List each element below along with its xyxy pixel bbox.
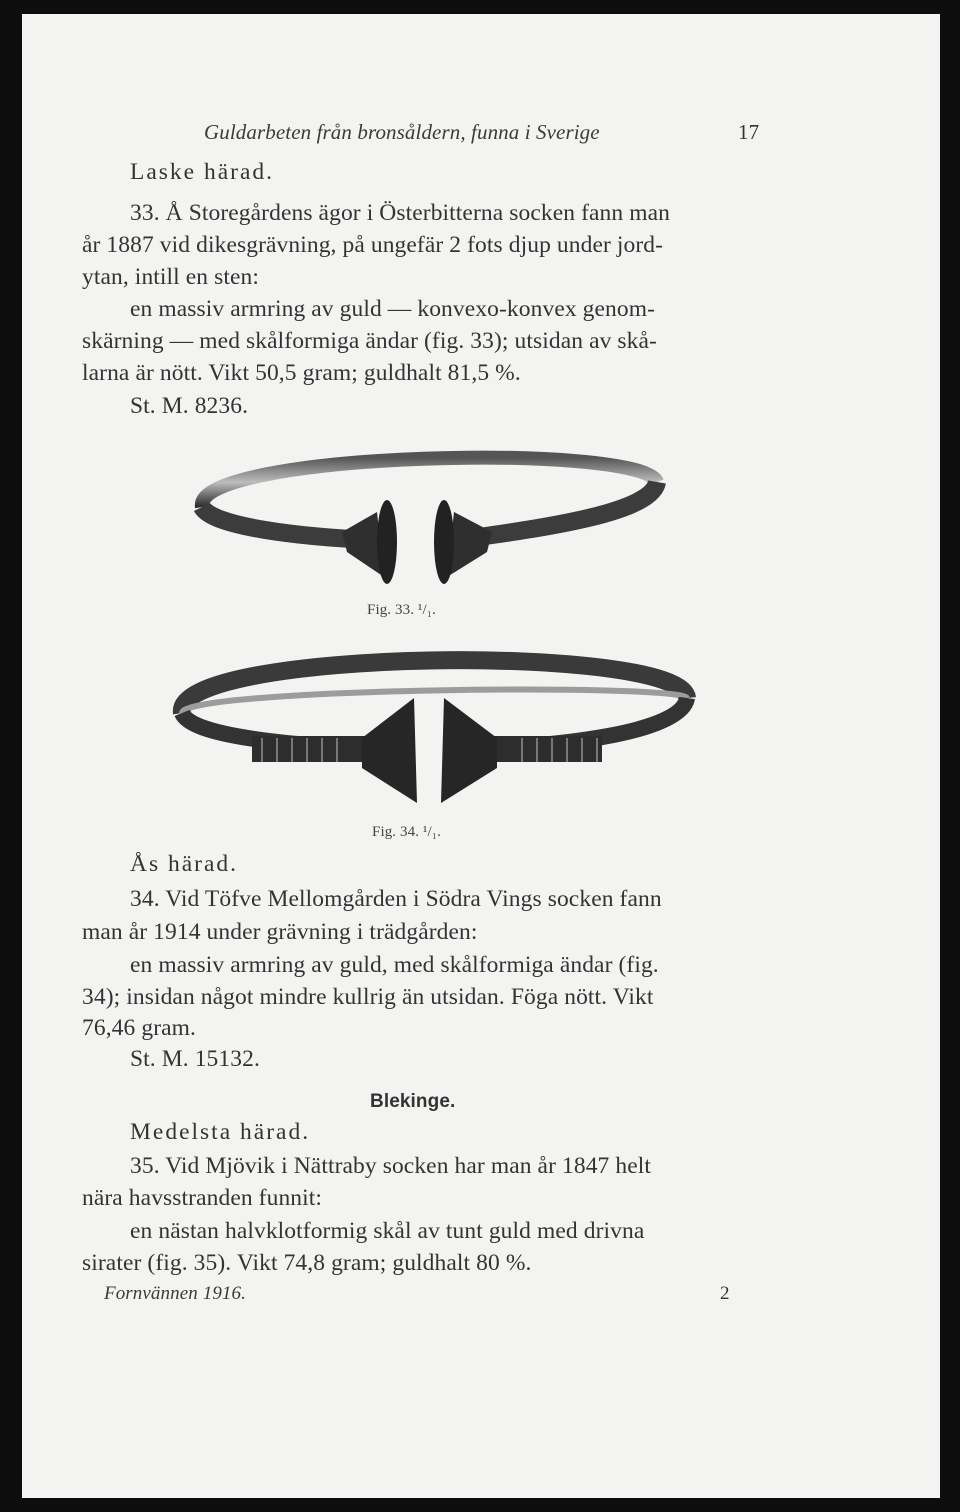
text-line: år 1887 vid dikesgrävning, på ungefär 2 fots djup under jord- [82, 232, 664, 258]
bracelet-photo-icon [172, 412, 672, 594]
text-line: 33. Å Storegårdens ägor i Österbitterna socken fann man [130, 200, 670, 226]
page-number: 17 [738, 120, 760, 144]
region-heading: Blekinge. [370, 1091, 456, 1112]
text-line: 34. Vid Töfve Mellomgården i Södra Vings socken fann [130, 886, 662, 912]
text-line: nära havsstranden funnit: [82, 1185, 323, 1211]
figure-caption: Fig. 33. ¹/₁. [367, 602, 436, 618]
text-line: larna är nött. Vikt 50,5 gram; guldhalt 81,5 %. [82, 360, 521, 386]
catalog-number: St. M. 8236. [130, 393, 249, 419]
running-header-title: Guldarbeten från bronsåldern, funna i Sverige [204, 120, 600, 144]
text-line: 34); insidan något mindre kullrig än utsidan. Föga nött. Vikt [82, 984, 654, 1010]
figure-caption: Fig. 34. ¹/₁. [372, 824, 441, 840]
text-line: 76,46 gram. [82, 1015, 197, 1041]
section-heading-as: Ås härad. [130, 851, 239, 877]
text-line: sirater (fig. 35). Vikt 74,8 gram; guldhalt 80 %. [82, 1250, 532, 1276]
text-line: man år 1914 under grävning i trädgården: [82, 919, 478, 945]
book-page [22, 14, 940, 1498]
text-line: en massiv armring av guld, med skålformiga ändar (fig. [130, 952, 659, 978]
text-line: en massiv armring av guld — konvexo-konvex genom- [130, 296, 656, 322]
footer-signature: 2 [720, 1283, 730, 1304]
section-heading-laske: Laske härad. [130, 159, 275, 185]
text-line: 35. Vid Mjövik i Nättraby socken har man år 1847 helt [130, 1153, 652, 1179]
section-heading-medelsta: Medelsta härad. [130, 1119, 311, 1145]
footer-journal: Fornvännen 1916. [104, 1283, 246, 1304]
bracelet-photo-icon [162, 628, 702, 818]
text-line: skärning — med skålformiga ändar (fig. 33); utsidan av skå- [82, 328, 657, 354]
text-line: en nästan halvklotformig skål av tunt guld med drivna [130, 1218, 645, 1244]
text-line: ytan, intill en sten: [82, 264, 260, 290]
catalog-number: St. M. 15132. [130, 1046, 260, 1072]
